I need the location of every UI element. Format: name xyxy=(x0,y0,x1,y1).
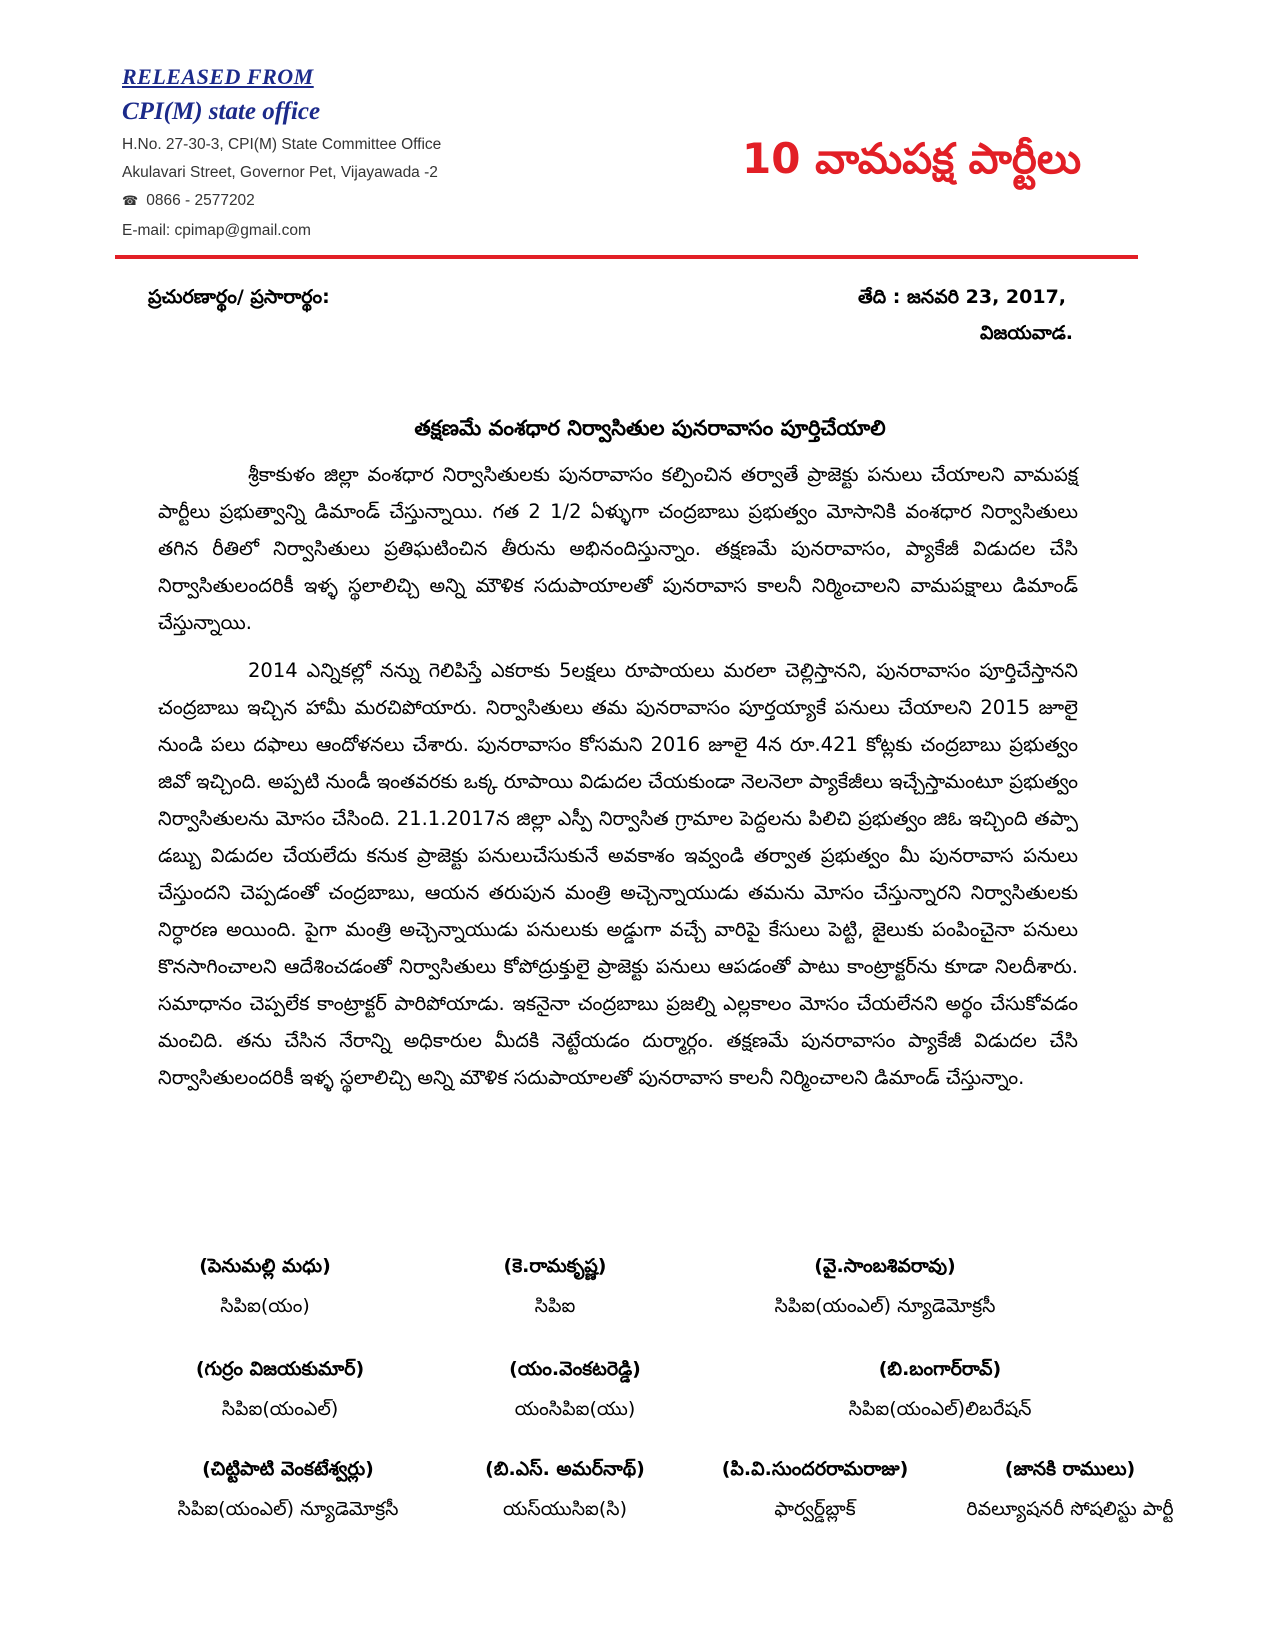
signatory xyxy=(138,1458,438,1525)
signatory-name: (వై.సాంబశివరావు) xyxy=(814,1255,956,1277)
signatory-name: (బి.ఎస్. అమర్‌నాథ్) xyxy=(485,1458,645,1480)
phone-icon: ☎ xyxy=(122,193,139,208)
signatory-party: సిపిఐ(యంఎల్) న్యూడెమోక్రసీ xyxy=(774,1295,996,1317)
signatory-party: సిపిఐ(యం) xyxy=(220,1295,310,1317)
signatory-name: (పి.వి.సుందరరామరాజు) xyxy=(721,1458,909,1480)
signatory xyxy=(165,1358,395,1425)
signatory-name: (చిట్టిపాటి వెంకటేశ్వర్లు) xyxy=(202,1458,374,1480)
date-label: తేది : జనవరి 23, 2017, xyxy=(858,286,1067,308)
signatory xyxy=(730,1255,1040,1322)
signatory-party: యంసిపిఐ(యు) xyxy=(514,1398,636,1420)
signatory xyxy=(460,1458,670,1525)
signatory-name: (జానకి రాములు) xyxy=(1004,1458,1136,1480)
phone-line xyxy=(122,192,255,210)
signatory-party: రివల్యూషనరీ సోషలిస్టు పార్టీ xyxy=(966,1498,1174,1520)
headline: 10 వామపక్ష పార్టీలు xyxy=(742,134,1082,183)
office-name: CPI(M) state office xyxy=(122,98,321,125)
document-title: తక్షణమే వంశధార నిర్వాసితుల పునరావాసం పూర్తిచేయాలి xyxy=(414,416,886,440)
address-line-2: Akulavari Street, Governor Pet, Vijayawada -2 xyxy=(122,164,438,181)
purpose-label: ప్రచురణార్థం/ ప్రసారార్థం: xyxy=(148,286,330,308)
signatory xyxy=(800,1358,1080,1425)
signatory-party: ఫార్వర్డ్‌బ్లాక్ xyxy=(774,1498,856,1520)
signatory xyxy=(935,1458,1205,1525)
signatory-party: యస్‌యుసిఐ(సి) xyxy=(502,1498,628,1520)
place-label: విజయవాడ. xyxy=(980,322,1074,344)
signatory xyxy=(455,1255,655,1322)
signatory-name: (యం.వెంకటరెడ్డి) xyxy=(509,1358,641,1380)
paragraph-1: శ్రీకాకుళం జిల్లా వంశధార నిర్వాసితులకు పునరావాసం కల్పించిన తర్వాతే ప్రాజెక్టు పనులు చేయాలని వామపక్ష పార్టీలు ప్రభుత్వాన్ని డిమాండ్ చేస్తున్నాయి. గత 2 1/2 ఏళ్ళుగా చంద్రబాబు ప్రభుత్వం మోసానికి వంశధార నిర్వాసితులు తగిన రీతిలో నిర్వాసితులు ప్రతిఘటించిన తీరును అభినందిస్తున్నాం. తక్షణమే పునరావాసం, ప్యాకేజీ విడుదల చేసి నిర్వాసితులందరికీ ఇళ్ళ స్థలాలిచ్చి అన్ని మౌళిక సదుపాయాలతో పునరావాస కాలనీ నిర్మించాలని వామపక్షాలు డిమాండ్ చేస్తున్నాయి. xyxy=(158,463,1078,634)
address-line-1: H.No. 27-30-3, CPI(M) State Committee Office xyxy=(122,136,442,153)
email-line: E-mail: cpimap@gmail.com xyxy=(122,222,311,239)
signatory xyxy=(475,1358,675,1425)
signatory-party: సిపిఐ(యంఎల్)లిబరేషన్ xyxy=(848,1398,1032,1420)
signatory-party: సిపిఐ(యంఎల్) న్యూడెమోక్రసీ xyxy=(177,1498,399,1520)
paragraph-2: 2014 ఎన్నికల్లో నన్ను గెలిపిస్తే ఎకరాకు 5లక్షలు రూపాయలు మరలా చెల్లిస్తానని, పునరావాసం పూర్తిచేస్తానని చంద్రబాబు ఇచ్చిన హామీ మరచిపోయారు. నిర్వాసితులు తమ పునరావాసం పూర్తయ్యాకే పనులు చేయాలని 2015 జూలై నుండి పలు దఫాలు ఆందోళనలు చేశారు. పునరావాసం కోసమని 2016 జూలై 4న రూ.421 కోట్లకు చంద్రబాబు ప్రభుత్వం జివో ఇచ్చింది. అప్పటి నుండీ ఇంతవరకు ఒక్క రూపాయి విడుదల చేయకుండా నెలనెలా ప్యాకేజీలు ఇచ్చేస్తామంటూ ప్రభుత్వం నిర్వాసితులను మోసం చేసింది. 21.1.2017న జిల్లా ఎస్పీ నిర్వాసిత గ్రామాల పెద్దలను పిలిచి ప్రభుత్వం జిఓ ఇచ్చింది తప్పా డబ్బు విడుదల చేయలేదు కనుక ప్రాజెక్టు పనులుచేసుకునే అవకాశం ఇవ్వండి తర్వాత ప్రభుత్వం మీ పునరావాస పనులు చేస్తుందని చెప్పడంతో చంద్రబాబు, ఆయన తరుపున మంత్రి అచ్చెన్నాయుడు తమను మోసం చేస్తున్నారని నిర్వాసితులకు నిర్ధారణ అయింది. పైగా మంత్రి అచ్చెన్నాయుడు పనులుకు అడ్డుగా వచ్చే వారిపై కేసులు పెట్టి, జైలుకు పంపించైనా పనులు కొనసాగించాలని ఆదేశించడంతో నిర్వాసితులు కోపోద్రుక్తులై ప్రాజెక్టు పనులు ఆపడంతో పాటు కాంట్రాక్టర్‌ను కూడా నిలదీశారు. సమాధానం చెప్పలేక కాంట్రాక్టర్ పారిపోయాడు. ఇకనైనా చంద్రబాబు ప్రజల్ని ఎల్లకాలం మోసం చేయలేనని అర్థం చేసుకోవడం మంచిది. తను చేసిన నేరాన్ని అధికారుల మీదకి నెట్టేయడం దుర్మార్గం. తక్షణమే పునరావాసం ప్యాకేజీ విడుదల చేసి నిర్వాసితులందరికీ ఇళ్ళ స్థలాలిచ్చి అన్ని మౌళిక సదుపాయాలతో పునరావాస కాలనీ నిర్మించాలని డిమాండ్ చేస్తున్నాం. xyxy=(158,659,1078,1089)
signatory-name: (కె.రామకృష్ణ) xyxy=(503,1255,607,1277)
signatory-name: (గుర్రం విజయకుమార్) xyxy=(195,1358,365,1380)
signatory-name: (బి.బంగార్‌రావ్) xyxy=(878,1358,1002,1380)
released-from-label: RELEASED FROM xyxy=(122,64,314,89)
header-divider xyxy=(115,255,1138,259)
signatory-name: (పెనుమల్లి మధు) xyxy=(199,1255,331,1277)
signatory xyxy=(695,1458,935,1525)
signatory xyxy=(160,1255,370,1322)
phone-number: 0866 - 2577202 xyxy=(146,192,255,209)
signatory-party: సిపిఐ(యంఎల్) xyxy=(221,1398,339,1420)
signatory-party: సిపిఐ xyxy=(534,1295,576,1317)
